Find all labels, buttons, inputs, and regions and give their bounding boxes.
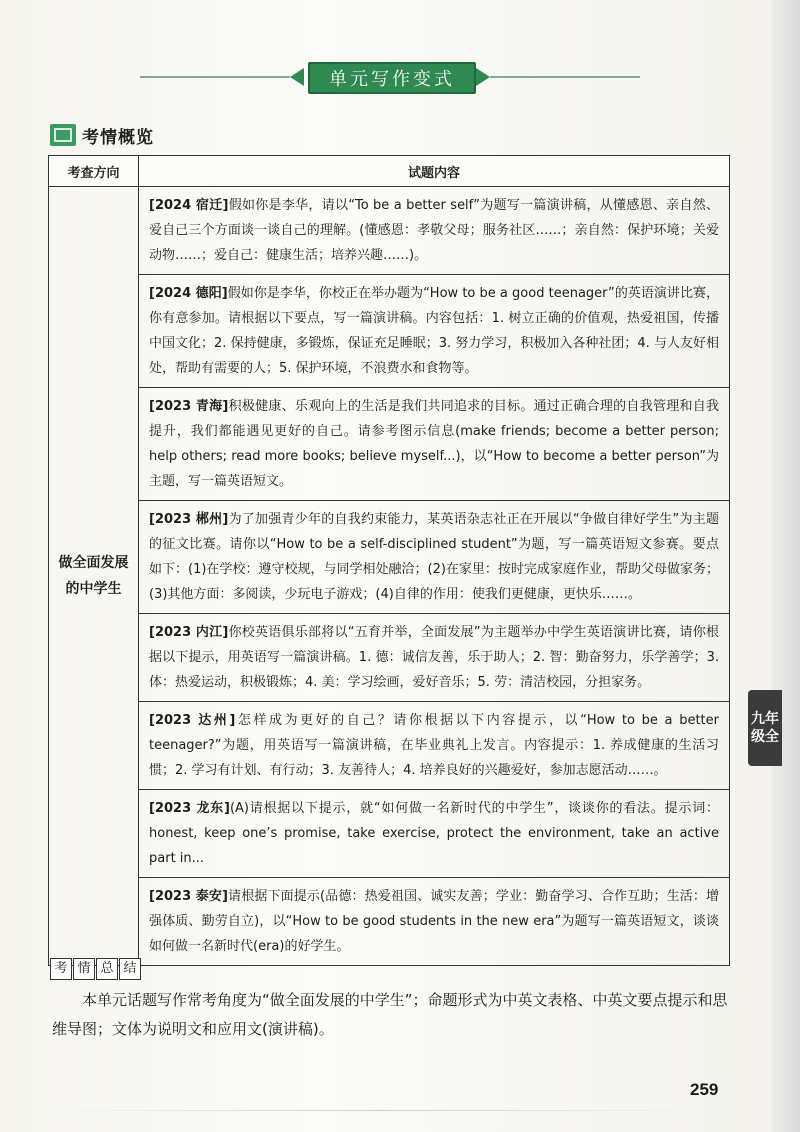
section-heading [50,122,154,148]
section-icon [50,124,76,146]
section-title: 考情概览 [82,127,154,148]
question-text: 假如你是李华，请以“To be a better self”为题写一篇演讲稿，从懂感恩、亲自然、爱自己三个方面谈一谈自己的理解。(懂感恩：孝敬父母；服务社区……；亲自然：保护环境；关爱动物……；爱自己：健康生活；培养兴趣……)。 [149,198,719,263]
question-cell [139,187,730,275]
table-row [49,614,730,702]
question-cell [139,614,730,702]
summary-heading-char: 总 [96,958,118,980]
question-cell [139,501,730,614]
side-tab-line1: 九年 [751,711,779,727]
grade-side-tab [748,690,782,766]
table-row [49,501,730,614]
question-text: 积极健康、乐观向上的生活是我们共同追求的目标。通过正确合理的自我管理和自我提升，我们都能遇见更好的自己。请参考图示信息(make friends; become a better person; help others; read more books; believe myself...)，以“How to become a better person”为主题，写一篇英语短文。 [149,399,719,489]
banner-line-right [490,76,640,78]
question-source: [2023 泰安] [149,889,228,904]
page-number: 259 [690,1080,719,1099]
question-text: 怎样成为更好的自己？请你根据以下内容提示，以“How to be a better teenager?”为题，用英语写一篇演讲稿，在毕业典礼上发言。内容提示：1. 养成健康的生活习惯；2. 学习有计划、有行动；3. 友善待人；4. 培养良好的兴趣爱好，参加志愿活动……。 [149,713,719,778]
question-cell [139,275,730,388]
banner-arrow-right-icon [476,68,490,86]
summary-heading [50,958,142,980]
summary-heading-char: 考 [50,958,72,980]
table-row [49,187,730,275]
table-header-row [49,156,730,187]
question-source: [2023 龙东] [149,801,230,816]
question-text: 请根据下面提示(品德：热爱祖国、诚实友善；学业：勤奋学习、合作互助；生活：增强体质、勤劳自立)，以“How to be good students in the new era”为题写一篇英语短文，谈谈如何做一名新时代(era)的好学生。 [149,889,719,954]
summary-heading-char: 情 [73,958,95,980]
summary-heading-char: 结 [119,958,141,980]
header-direction: 考查方向 [49,156,139,187]
question-source: [2024 宿迁] [149,198,229,213]
banner-title: 单元写作变式 [308,62,476,94]
category-cell [49,187,139,966]
table-row [49,275,730,388]
question-cell [139,702,730,790]
page-edge [772,0,800,1132]
banner-line-left [140,76,290,78]
question-cell [139,878,730,966]
table-row [49,388,730,501]
unit-banner [140,62,640,92]
question-text: 你校英语俱乐部将以“五育并举，全面发展”为主题举办中学生英语演讲比赛，请你根据以下提示，用英语写一篇演讲稿。1. 德：诚信友善，乐于助人；2. 智：勤奋努力，乐学善学；3. 体：热爱运动，积极锻炼；4. 美：学习绘画，爱好音乐；5. 劳：清洁校园，分担家务。 [149,625,719,690]
table-row [49,790,730,878]
side-tab-line2: 级全 [751,729,779,745]
summary-text: 本单元话题写作常考角度为“做全面发展的中学生”；命题形式为中英文表格、中英文要点提示和思维导图；文体为说明文和应用文(演讲稿)。 [52,991,728,1038]
question-source: [2023 达州] [149,713,236,728]
footer-divider [40,1110,720,1111]
question-text: 假如你是李华，你校正在举办题为“How to be a good teenager”的英语演讲比赛，你有意参加。请根据以下要点，写一篇演讲稿。内容包括：1. 树立正确的价值观，热爱祖国，传播中国文化；2. 保持健康，多锻炼，保证充足睡眠；3. 努力学习，积极加入各种社团；4. 与人友好相处，帮助有需要的人；5. 保护环境，不浪费水和食物等。 [149,286,719,376]
question-source: [2024 德阳] [149,286,228,301]
exam-table [48,155,730,966]
question-source: [2023 郴州] [149,512,229,527]
question-source: [2023 内江] [149,625,229,640]
category-label: 做全面发展的中学生 [58,555,129,597]
table-row [49,702,730,790]
question-cell [139,388,730,501]
banner-arrow-left-icon [290,68,304,86]
question-cell [139,790,730,878]
question-text: 为了加强青少年的自我约束能力，某英语杂志社正在开展以“争做自律好学生”为主题的征文比赛。请你以“How to be a self-disciplined student”为题，写一篇英语短文参赛。要点如下：(1)在学校：遵守校规，与同学相处融洽；(2)在家里：按时完成家庭作业，帮助父母做家务；(3)其他方面：多阅读，少玩电子游戏；(4)自律的作用：使我们更健康，更快乐……。 [149,512,719,602]
header-content: 试题内容 [139,156,730,187]
question-text: (A)请根据以下提示，就“如何做一名新时代的中学生”，谈谈你的看法。提示词：honest, keep one’s promise, take exercise, protect the environment, take an active part in... [149,801,719,866]
question-source: [2023 青海] [149,399,229,414]
table-row [49,878,730,966]
